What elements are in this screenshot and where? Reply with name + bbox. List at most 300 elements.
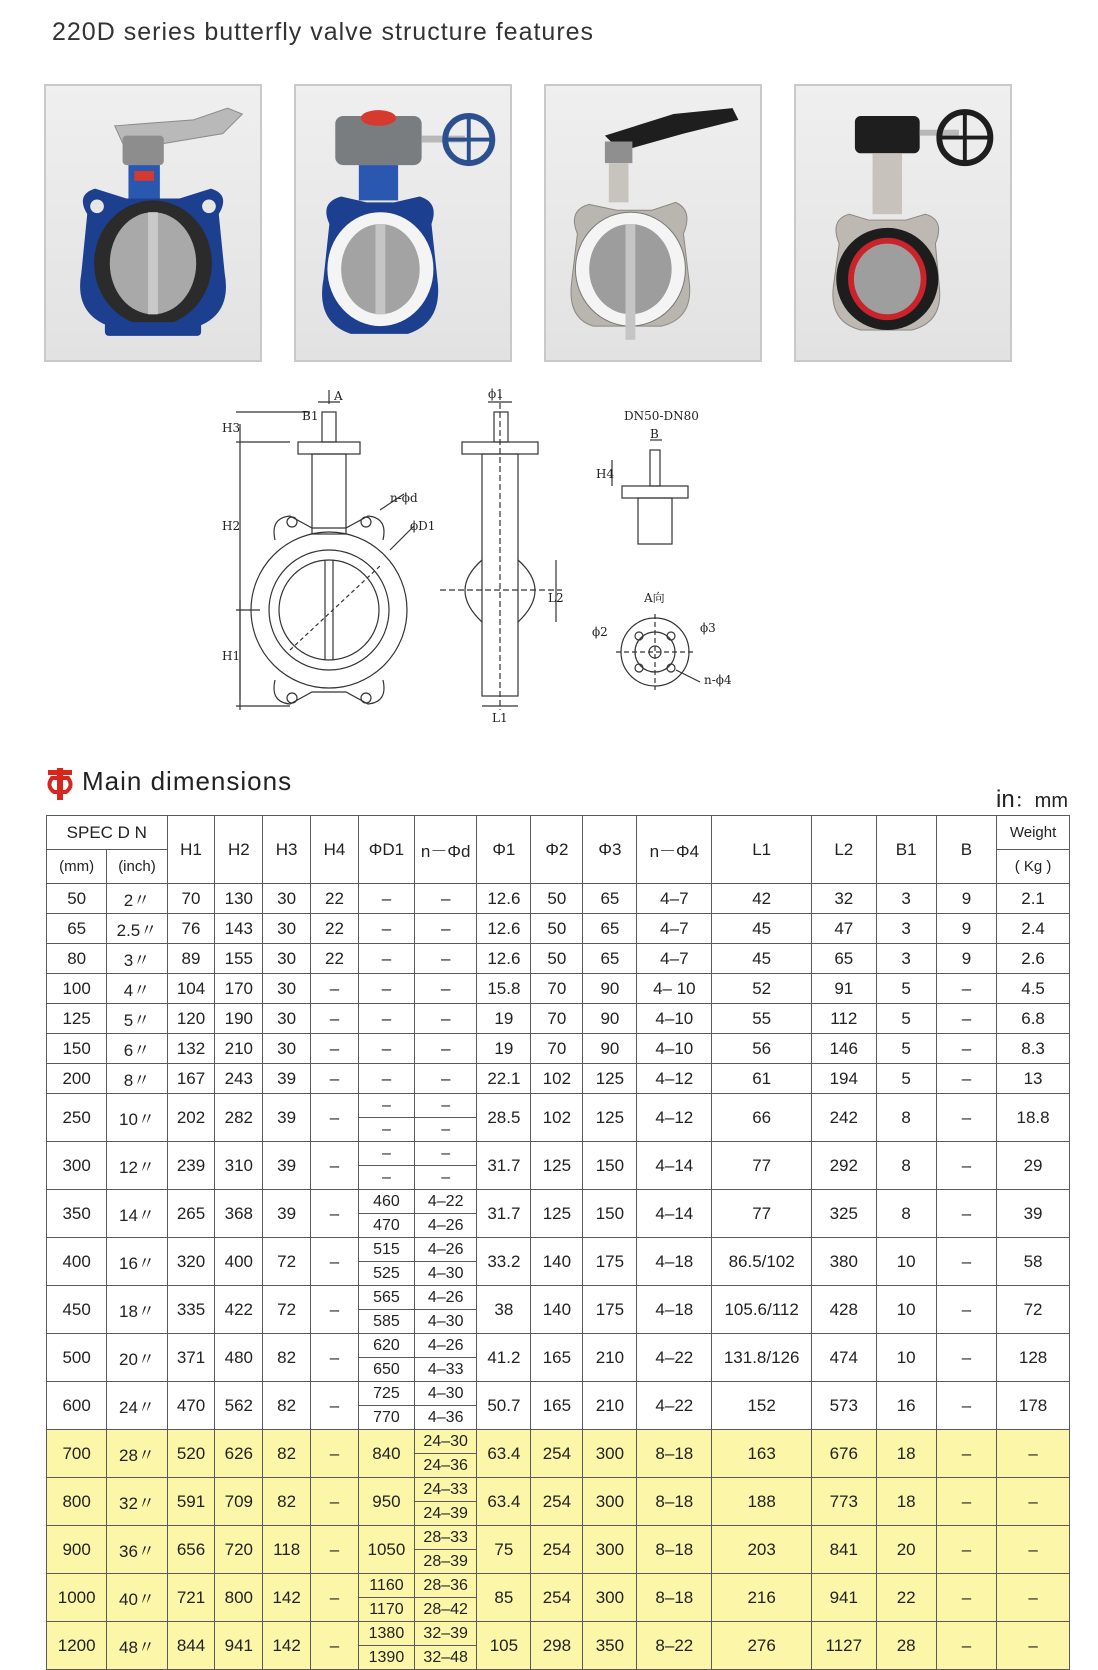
cell-h4: – bbox=[311, 1034, 359, 1064]
cell-h2: 190 bbox=[215, 1004, 263, 1034]
cell-b1: 10 bbox=[876, 1286, 936, 1334]
cell-inch: 36〃 bbox=[107, 1526, 167, 1574]
cell-b1: 3 bbox=[876, 944, 936, 974]
cell-h4: – bbox=[311, 1190, 359, 1238]
cell-dn: 400 bbox=[47, 1238, 107, 1286]
cell-d1: 1160 bbox=[358, 1574, 414, 1598]
cell-h2: 941 bbox=[215, 1622, 263, 1670]
cell-h2: 422 bbox=[215, 1286, 263, 1334]
cell-nd: – bbox=[414, 974, 476, 1004]
cell-h3: 82 bbox=[263, 1478, 311, 1526]
cell-p3: 150 bbox=[583, 1142, 637, 1190]
photo-lever-blue-valve bbox=[44, 84, 262, 362]
cell-b: – bbox=[936, 1382, 996, 1430]
cell-dn: 700 bbox=[47, 1430, 107, 1478]
label-phi1: ϕ1 bbox=[488, 387, 504, 401]
cell-p2: 125 bbox=[531, 1190, 583, 1238]
cell-l1: 77 bbox=[712, 1142, 812, 1190]
cell-nd: 28–36 bbox=[414, 1574, 476, 1598]
cell-n4: 4–12 bbox=[637, 1094, 712, 1142]
cell-w: 13 bbox=[997, 1064, 1070, 1094]
cell-h1: 721 bbox=[167, 1574, 215, 1622]
cell-h2: 130 bbox=[215, 884, 263, 914]
cell-h1: 202 bbox=[167, 1094, 215, 1142]
cell-nd: – bbox=[414, 1142, 476, 1166]
cell-h2: 310 bbox=[215, 1142, 263, 1190]
cell-l1: 77 bbox=[712, 1190, 812, 1238]
cell-p2: 70 bbox=[531, 974, 583, 1004]
cell-p3: 90 bbox=[583, 1034, 637, 1064]
cell-dn: 500 bbox=[47, 1334, 107, 1382]
cell-p3: 90 bbox=[583, 1004, 637, 1034]
cell-nd: 32–48 bbox=[414, 1646, 476, 1670]
cell-d1: – bbox=[358, 914, 414, 944]
cell-h1: 239 bbox=[167, 1142, 215, 1190]
dimensions-table bbox=[46, 815, 1070, 1670]
cell-nd: 4–30 bbox=[414, 1310, 476, 1334]
cell-dn: 125 bbox=[47, 1004, 107, 1034]
cell-n4: 4–7 bbox=[637, 884, 712, 914]
cell-d1: – bbox=[358, 1094, 414, 1118]
unit-value: mm bbox=[1034, 790, 1068, 812]
cell-h3: 142 bbox=[263, 1574, 311, 1622]
cell-p1: 50.7 bbox=[477, 1382, 531, 1430]
cell-p2: 50 bbox=[531, 914, 583, 944]
cell-n4: 4–10 bbox=[637, 1034, 712, 1064]
brand-logo-icon bbox=[46, 768, 74, 800]
cell-l1: 66 bbox=[712, 1094, 812, 1142]
cell-w: 39 bbox=[997, 1190, 1070, 1238]
cell-w: 58 bbox=[997, 1238, 1070, 1286]
cell-d1: 1170 bbox=[358, 1598, 414, 1622]
cell-w: 2.6 bbox=[997, 944, 1070, 974]
cell-n4: 4–14 bbox=[637, 1190, 712, 1238]
cell-h4: – bbox=[311, 1574, 359, 1622]
cell-h2: 282 bbox=[215, 1094, 263, 1142]
cell-b: – bbox=[936, 974, 996, 1004]
cell-b1: 5 bbox=[876, 1064, 936, 1094]
cell-p1: 63.4 bbox=[477, 1430, 531, 1478]
cell-h1: 104 bbox=[167, 974, 215, 1004]
cell-p1: 15.8 bbox=[477, 974, 531, 1004]
cell-b: – bbox=[936, 1574, 996, 1622]
cell-l1: 45 bbox=[712, 944, 812, 974]
cell-h3: 72 bbox=[263, 1286, 311, 1334]
cell-p1: 22.1 bbox=[477, 1064, 531, 1094]
cell-dn: 50 bbox=[47, 884, 107, 914]
cell-h1: 591 bbox=[167, 1478, 215, 1526]
cell-inch: 4〃 bbox=[107, 974, 167, 1004]
cell-h2: 626 bbox=[215, 1430, 263, 1478]
header-col: H4 bbox=[311, 816, 359, 884]
cell-l2: 47 bbox=[812, 914, 876, 944]
cell-b: – bbox=[936, 1094, 996, 1142]
cell-w: 2.1 bbox=[997, 884, 1070, 914]
cell-d1: 460 bbox=[358, 1190, 414, 1214]
cell-h4: 22 bbox=[311, 884, 359, 914]
cell-p3: 65 bbox=[583, 914, 637, 944]
cell-nd: – bbox=[414, 1034, 476, 1064]
cell-l1: 61 bbox=[712, 1064, 812, 1094]
cell-h3: 39 bbox=[263, 1142, 311, 1190]
cell-nd: 24–33 bbox=[414, 1478, 476, 1502]
cell-dn: 300 bbox=[47, 1142, 107, 1190]
cell-n4: 4– 10 bbox=[637, 974, 712, 1004]
label-n-phi-d: n-ϕd bbox=[390, 491, 418, 505]
cell-b: – bbox=[936, 1526, 996, 1574]
cell-nd: 24–39 bbox=[414, 1502, 476, 1526]
cell-h1: 656 bbox=[167, 1526, 215, 1574]
cell-inch: 12〃 bbox=[107, 1142, 167, 1190]
label-n-phi4: n-ϕ4 bbox=[704, 673, 732, 687]
cell-h2: 562 bbox=[215, 1382, 263, 1430]
cell-b: – bbox=[936, 1478, 996, 1526]
cell-h3: 118 bbox=[263, 1526, 311, 1574]
cell-d1: 950 bbox=[358, 1478, 414, 1526]
cell-inch: 5〃 bbox=[107, 1004, 167, 1034]
cell-h4: – bbox=[311, 1526, 359, 1574]
cell-p1: 85 bbox=[477, 1574, 531, 1622]
cell-n4: 4–12 bbox=[637, 1064, 712, 1094]
table-row bbox=[47, 1286, 1070, 1310]
label-b: B bbox=[650, 427, 659, 441]
cell-h4: – bbox=[311, 974, 359, 1004]
label-phi3: ϕ3 bbox=[700, 621, 716, 635]
cell-h2: 143 bbox=[215, 914, 263, 944]
cell-p3: 210 bbox=[583, 1382, 637, 1430]
cell-dn: 350 bbox=[47, 1190, 107, 1238]
cell-h1: 371 bbox=[167, 1334, 215, 1382]
cell-b: 9 bbox=[936, 944, 996, 974]
page-title: 220D series butterfly valve structure features bbox=[52, 18, 595, 46]
header-col: H1 bbox=[167, 816, 215, 884]
photo-lever-steel-valve bbox=[544, 84, 762, 362]
cell-h2: 720 bbox=[215, 1526, 263, 1574]
cell-h4: – bbox=[311, 1382, 359, 1430]
label-h1: H1 bbox=[222, 649, 241, 663]
cell-d1: – bbox=[358, 1034, 414, 1064]
cell-inch: 28〃 bbox=[107, 1430, 167, 1478]
cell-l1: 45 bbox=[712, 914, 812, 944]
cell-p2: 254 bbox=[531, 1574, 583, 1622]
cell-n4: 4–18 bbox=[637, 1286, 712, 1334]
cell-p1: 19 bbox=[477, 1004, 531, 1034]
cell-b: – bbox=[936, 1286, 996, 1334]
cell-dn: 600 bbox=[47, 1382, 107, 1430]
header-col: Φ3 bbox=[583, 816, 637, 884]
cell-b: – bbox=[936, 1142, 996, 1190]
cell-h2: 480 bbox=[215, 1334, 263, 1382]
cell-b1: 20 bbox=[876, 1526, 936, 1574]
table-row bbox=[47, 884, 1070, 914]
cell-h4: – bbox=[311, 1478, 359, 1526]
cell-l1: 203 bbox=[712, 1526, 812, 1574]
header-spec-dn: SPEC D N bbox=[47, 816, 168, 850]
cell-d1: – bbox=[358, 1118, 414, 1142]
cell-p2: 125 bbox=[531, 1142, 583, 1190]
cell-n4: 4–14 bbox=[637, 1142, 712, 1190]
cell-l2: 1127 bbox=[812, 1622, 876, 1670]
cell-p3: 175 bbox=[583, 1286, 637, 1334]
cell-nd: – bbox=[414, 1094, 476, 1118]
cell-nd: – bbox=[414, 1118, 476, 1142]
cell-h4: – bbox=[311, 1142, 359, 1190]
cell-p2: 254 bbox=[531, 1478, 583, 1526]
cell-dn: 80 bbox=[47, 944, 107, 974]
label-b1: B1 bbox=[302, 409, 319, 423]
cell-dn: 450 bbox=[47, 1286, 107, 1334]
cell-p3: 300 bbox=[583, 1430, 637, 1478]
cell-h4: – bbox=[311, 1622, 359, 1670]
cell-d1: 770 bbox=[358, 1406, 414, 1430]
cell-h4: – bbox=[311, 1430, 359, 1478]
cell-b1: 5 bbox=[876, 1034, 936, 1064]
cell-h1: 132 bbox=[167, 1034, 215, 1064]
cell-dn: 800 bbox=[47, 1478, 107, 1526]
cell-l1: 52 bbox=[712, 974, 812, 1004]
cell-inch: 8〃 bbox=[107, 1064, 167, 1094]
cell-b: 9 bbox=[936, 914, 996, 944]
cell-p2: 70 bbox=[531, 1004, 583, 1034]
cell-p2: 102 bbox=[531, 1064, 583, 1094]
cell-h1: 844 bbox=[167, 1622, 215, 1670]
cell-p1: 31.7 bbox=[477, 1142, 531, 1190]
cell-p1: 75 bbox=[477, 1526, 531, 1574]
cell-l2: 841 bbox=[812, 1526, 876, 1574]
cell-dn: 250 bbox=[47, 1094, 107, 1142]
cell-p3: 150 bbox=[583, 1190, 637, 1238]
cell-l2: 242 bbox=[812, 1094, 876, 1142]
cell-h1: 265 bbox=[167, 1190, 215, 1238]
label-h2: H2 bbox=[222, 519, 241, 533]
cell-b1: 5 bbox=[876, 1004, 936, 1034]
header-col: n－Φ4 bbox=[637, 816, 712, 884]
cell-p2: 50 bbox=[531, 944, 583, 974]
table-row bbox=[47, 1334, 1070, 1358]
cell-nd: – bbox=[414, 1004, 476, 1034]
header-col: L2 bbox=[812, 816, 876, 884]
cell-w: – bbox=[997, 1526, 1070, 1574]
table-row bbox=[47, 974, 1070, 1004]
cell-h1: 76 bbox=[167, 914, 215, 944]
cell-h4: 22 bbox=[311, 914, 359, 944]
cell-l2: 941 bbox=[812, 1574, 876, 1622]
header-col: B1 bbox=[876, 816, 936, 884]
cell-b: 9 bbox=[936, 884, 996, 914]
cell-inch: 48〃 bbox=[107, 1622, 167, 1670]
cell-h2: 243 bbox=[215, 1064, 263, 1094]
label-l1: L1 bbox=[492, 711, 508, 725]
cell-p3: 300 bbox=[583, 1526, 637, 1574]
cell-d1: – bbox=[358, 944, 414, 974]
cell-b: – bbox=[936, 1064, 996, 1094]
cell-d1: 650 bbox=[358, 1358, 414, 1382]
cell-nd: – bbox=[414, 1166, 476, 1190]
cell-h1: 320 bbox=[167, 1238, 215, 1286]
cell-h3: 30 bbox=[263, 974, 311, 1004]
header-weight: Weight bbox=[997, 816, 1070, 850]
cell-d1: 1380 bbox=[358, 1622, 414, 1646]
cell-w: 4.5 bbox=[997, 974, 1070, 1004]
cell-p1: 33.2 bbox=[477, 1238, 531, 1286]
header-col: H2 bbox=[215, 816, 263, 884]
header-col: L1 bbox=[712, 816, 812, 884]
photo-gear-blue-valve bbox=[294, 84, 512, 362]
cell-h3: 30 bbox=[263, 884, 311, 914]
cell-l1: 56 bbox=[712, 1034, 812, 1064]
cell-l2: 65 bbox=[812, 944, 876, 974]
cell-dn: 1200 bbox=[47, 1622, 107, 1670]
cell-inch: 40〃 bbox=[107, 1574, 167, 1622]
cell-d1: – bbox=[358, 884, 414, 914]
cell-n4: 8–18 bbox=[637, 1574, 712, 1622]
cell-l1: 163 bbox=[712, 1430, 812, 1478]
cell-b: – bbox=[936, 1622, 996, 1670]
cell-p2: 165 bbox=[531, 1382, 583, 1430]
cell-h3: 30 bbox=[263, 1004, 311, 1034]
cell-b1: 28 bbox=[876, 1622, 936, 1670]
cell-n4: 4–7 bbox=[637, 944, 712, 974]
cell-nd: 4–30 bbox=[414, 1262, 476, 1286]
cell-p2: 102 bbox=[531, 1094, 583, 1142]
cell-b1: 22 bbox=[876, 1574, 936, 1622]
cell-n4: 4–22 bbox=[637, 1382, 712, 1430]
cell-b: – bbox=[936, 1430, 996, 1478]
cell-b1: 3 bbox=[876, 884, 936, 914]
cell-p1: 41.2 bbox=[477, 1334, 531, 1382]
table-row bbox=[47, 1004, 1070, 1034]
header-col: H3 bbox=[263, 816, 311, 884]
cell-n4: 8–22 bbox=[637, 1622, 712, 1670]
cell-b: – bbox=[936, 1238, 996, 1286]
cell-inch: 14〃 bbox=[107, 1190, 167, 1238]
cell-p1: 12.6 bbox=[477, 914, 531, 944]
unit-note bbox=[996, 784, 1068, 814]
cell-h3: 39 bbox=[263, 1064, 311, 1094]
cell-l2: 474 bbox=[812, 1334, 876, 1382]
cell-l2: 676 bbox=[812, 1430, 876, 1478]
cell-d1: – bbox=[358, 1166, 414, 1190]
table-row bbox=[47, 1142, 1070, 1166]
cell-n4: 4–10 bbox=[637, 1004, 712, 1034]
cell-l2: 91 bbox=[812, 974, 876, 1004]
header-col: B bbox=[936, 816, 996, 884]
header-inch: (inch) bbox=[107, 850, 167, 884]
cell-h3: 142 bbox=[263, 1622, 311, 1670]
cell-n4: 8–18 bbox=[637, 1478, 712, 1526]
cell-d1: 565 bbox=[358, 1286, 414, 1310]
cell-b1: 3 bbox=[876, 914, 936, 944]
cell-b1: 18 bbox=[876, 1478, 936, 1526]
cell-inch: 24〃 bbox=[107, 1382, 167, 1430]
cell-h4: 22 bbox=[311, 944, 359, 974]
table-row bbox=[47, 1190, 1070, 1214]
cell-n4: 4–22 bbox=[637, 1334, 712, 1382]
cell-w: – bbox=[997, 1478, 1070, 1526]
cell-h3: 72 bbox=[263, 1238, 311, 1286]
cell-d1: 585 bbox=[358, 1310, 414, 1334]
cell-h4: – bbox=[311, 1004, 359, 1034]
cell-inch: 16〃 bbox=[107, 1238, 167, 1286]
cell-p3: 65 bbox=[583, 944, 637, 974]
header-mm: (mm) bbox=[47, 850, 107, 884]
cell-p3: 90 bbox=[583, 974, 637, 1004]
cell-l1: 188 bbox=[712, 1478, 812, 1526]
cell-p1: 12.6 bbox=[477, 884, 531, 914]
cell-l1: 105.6/112 bbox=[712, 1286, 812, 1334]
unit-separator: ： bbox=[1014, 790, 1035, 812]
cell-nd: 24–30 bbox=[414, 1430, 476, 1454]
cell-h4: – bbox=[311, 1094, 359, 1142]
cell-nd: 4–22 bbox=[414, 1190, 476, 1214]
cell-h1: 89 bbox=[167, 944, 215, 974]
cell-p3: 175 bbox=[583, 1238, 637, 1286]
cell-h4: – bbox=[311, 1064, 359, 1094]
cell-p3: 300 bbox=[583, 1478, 637, 1526]
cell-p2: 254 bbox=[531, 1430, 583, 1478]
table-row bbox=[47, 1094, 1070, 1118]
cell-w: – bbox=[997, 1430, 1070, 1478]
table-row bbox=[47, 1034, 1070, 1064]
cell-d1: 1050 bbox=[358, 1526, 414, 1574]
cell-d1: 840 bbox=[358, 1430, 414, 1478]
cell-w: 2.4 bbox=[997, 914, 1070, 944]
cell-nd: 24–36 bbox=[414, 1454, 476, 1478]
cell-w: 29 bbox=[997, 1142, 1070, 1190]
header-col: ΦD1 bbox=[358, 816, 414, 884]
table-row bbox=[47, 944, 1070, 974]
cell-p3: 210 bbox=[583, 1334, 637, 1382]
cell-w: 6.8 bbox=[997, 1004, 1070, 1034]
cell-p3: 350 bbox=[583, 1622, 637, 1670]
cell-inch: 10〃 bbox=[107, 1094, 167, 1142]
label-h4: H4 bbox=[596, 467, 615, 481]
cell-b1: 18 bbox=[876, 1430, 936, 1478]
cell-n4: 4–7 bbox=[637, 914, 712, 944]
cell-l2: 146 bbox=[812, 1034, 876, 1064]
cell-n4: 8–18 bbox=[637, 1526, 712, 1574]
table-row bbox=[47, 1430, 1070, 1454]
cell-p3: 125 bbox=[583, 1064, 637, 1094]
label-phi2: ϕ2 bbox=[592, 625, 608, 639]
label-l2: L2 bbox=[548, 591, 564, 605]
header-kg: ( Kg ) bbox=[997, 850, 1070, 884]
cell-l1: 152 bbox=[712, 1382, 812, 1430]
cell-dn: 1000 bbox=[47, 1574, 107, 1622]
cell-l2: 292 bbox=[812, 1142, 876, 1190]
cell-h2: 210 bbox=[215, 1034, 263, 1064]
cell-nd: 28–39 bbox=[414, 1550, 476, 1574]
cell-h3: 30 bbox=[263, 914, 311, 944]
unit-label: in bbox=[995, 786, 1015, 813]
cell-l2: 112 bbox=[812, 1004, 876, 1034]
cell-d1: 1390 bbox=[358, 1646, 414, 1670]
cell-p3: 65 bbox=[583, 884, 637, 914]
cell-h2: 170 bbox=[215, 974, 263, 1004]
cell-d1: 470 bbox=[358, 1214, 414, 1238]
cell-l2: 325 bbox=[812, 1190, 876, 1238]
header-col: Φ1 bbox=[477, 816, 531, 884]
cell-h3: 30 bbox=[263, 944, 311, 974]
cell-p1: 105 bbox=[477, 1622, 531, 1670]
cell-h1: 70 bbox=[167, 884, 215, 914]
cell-inch: 3〃 bbox=[107, 944, 167, 974]
cell-w: 72 bbox=[997, 1286, 1070, 1334]
table-row bbox=[47, 1622, 1070, 1646]
cell-p1: 38 bbox=[477, 1286, 531, 1334]
cell-p1: 12.6 bbox=[477, 944, 531, 974]
cell-p1: 31.7 bbox=[477, 1190, 531, 1238]
